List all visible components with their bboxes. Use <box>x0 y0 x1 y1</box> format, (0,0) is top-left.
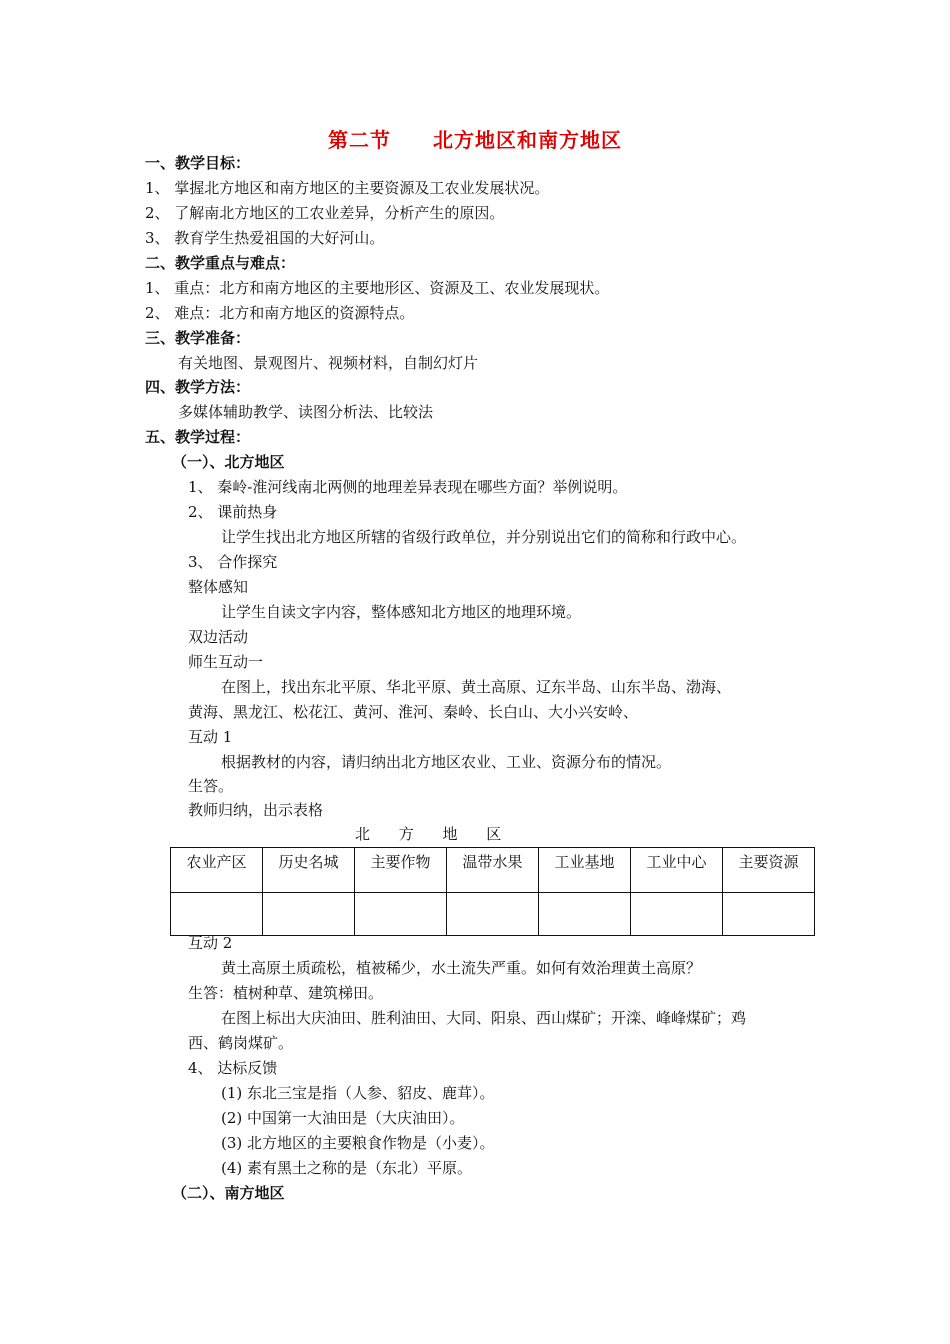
table-empty-cell <box>171 893 263 936</box>
quiz-item: (3) 北方地区的主要粮食作物是（小麦）。 <box>221 1134 495 1152</box>
objective-item: 2、 了解南北方地区的工农业差异，分析产生的原因。 <box>145 204 505 222</box>
process-line: 黄海、黑龙江、松花江、黄河、淮河、秦岭、长白山、大小兴安岭、 <box>188 703 639 721</box>
process-line: 教师归纳，出示表格 <box>188 801 324 819</box>
quiz-item: (1) 东北三宝是指（人参、貂皮、鹿茸）。 <box>221 1084 495 1102</box>
table-header-cell: 主要资源 <box>723 848 815 893</box>
process-line: 1、 秦岭-淮河线南北两侧的地理差异表现在哪些方面？举例说明。 <box>188 478 628 496</box>
process-line: 根据教材的内容，请归纳出北方地区农业、工业、资源分布的情况。 <box>221 753 672 771</box>
page-title: 第二节 北方地区和南方地区 <box>328 128 622 152</box>
objective-item: 3、 教育学生热爱祖国的大好河山。 <box>145 229 385 247</box>
process-line: 黄土高原土质疏松，植被稀少，水土流失严重。如何有效治理黄土高原？ <box>221 959 702 977</box>
objective-item: 1、 掌握北方地区和南方地区的主要资源及工农业发展状况。 <box>145 179 550 197</box>
quiz-item: (4) 素有黑土之称的是（东北）平原。 <box>221 1159 473 1177</box>
process-line: 互动 1 <box>188 728 233 746</box>
keypoint-item: 1、 重点：北方和南方地区的主要地形区、资源及工、农业发展现状。 <box>145 279 610 297</box>
process-line: 生答。 <box>188 777 234 795</box>
table-caption: 北 方 地 区 <box>355 825 514 843</box>
table-empty-cell <box>631 893 723 936</box>
table-header-cell: 主要作物 <box>355 848 447 893</box>
section-heading-keypoints: 二、教学重点与难点： <box>145 254 296 272</box>
subsection-south: （二）、南方地区 <box>172 1184 285 1202</box>
table-empty-cell <box>723 893 815 936</box>
table-empty-cell <box>263 893 355 936</box>
quiz-item: (2) 中国第一大油田是（大庆油田）。 <box>221 1109 465 1127</box>
process-line: 西、鹤岗煤矿。 <box>188 1034 294 1052</box>
section-heading-process: 五、教学过程： <box>145 428 251 446</box>
process-line: 3、 合作探究 <box>188 553 278 571</box>
process-line: 在图上，找出东北平原、华北平原、黄土高原、辽东半岛、山东半岛、渤海、 <box>221 678 732 696</box>
section-heading-preparation: 三、教学准备： <box>145 329 251 347</box>
process-line: 双边活动 <box>188 628 249 646</box>
process-line: 在图上标出大庆油田、胜利油田、大同、阳泉、西山煤矿；开滦、峰峰煤矿；鸡 <box>221 1009 747 1027</box>
process-line: 生答：植树种草、建筑梯田。 <box>188 984 384 1002</box>
table-header-cell: 农业产区 <box>171 848 263 893</box>
process-line: 2、 课前热身 <box>188 503 278 521</box>
table-header-cell: 工业基地 <box>539 848 631 893</box>
north-region-table <box>170 847 815 936</box>
table-empty-cell <box>447 893 539 936</box>
section-heading-methods: 四、教学方法： <box>145 378 251 396</box>
methods-text: 多媒体辅助教学、读图分析法、比较法 <box>178 403 434 421</box>
subsection-north: （一）、北方地区 <box>172 453 285 471</box>
table-empty-cell <box>539 893 631 936</box>
keypoint-item: 2、 难点：北方和南方地区的资源特点。 <box>145 304 415 322</box>
table-header-cell: 温带水果 <box>447 848 539 893</box>
process-line: 整体感知 <box>188 578 249 596</box>
process-line: 师生互动一 <box>188 653 264 671</box>
preparation-text: 有关地图、景观图片、视频材料，自制幻灯片 <box>178 354 479 372</box>
process-line: 让学生找出北方地区所辖的省级行政单位，并分别说出它们的简称和行政中心。 <box>221 528 747 546</box>
section-heading-objectives: 一、教学目标： <box>145 154 251 172</box>
process-line: 互动 2 <box>188 934 233 952</box>
process-line: 4、 达标反馈 <box>188 1059 278 1077</box>
process-line: 让学生自读文字内容，整体感知北方地区的地理环境。 <box>221 603 582 621</box>
table-header-cell: 工业中心 <box>631 848 723 893</box>
table-empty-cell <box>355 893 447 936</box>
table-header-cell: 历史名城 <box>263 848 355 893</box>
